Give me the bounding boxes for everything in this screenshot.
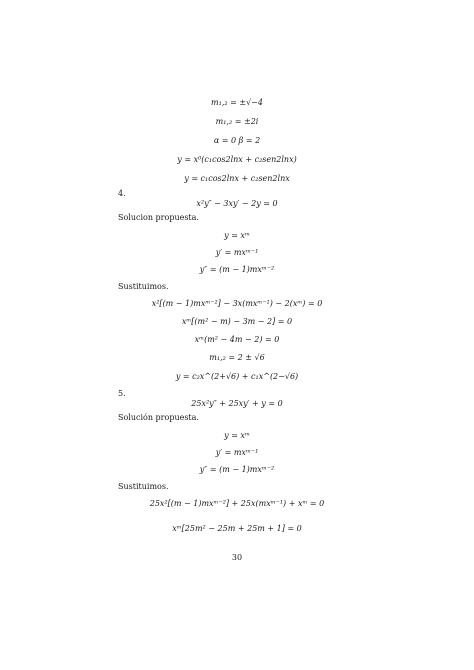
equation-y-prime: y′ = mxᵐ⁻¹	[215, 448, 259, 457]
equation-characteristic: xᵐ(m² − 4m − 2) = 0	[194, 335, 280, 344]
equation-factored: xᵐ[25m² − 25m + 25m + 1] = 0	[172, 524, 302, 533]
exercise-number-5: 5.	[118, 389, 126, 398]
equation-exercise-4: x²y″ − 3xy′ − 2y = 0	[196, 199, 278, 208]
equation-y-prime: y′ = mxᵐ⁻¹	[215, 248, 259, 257]
proposed-solution-label: Solución propuesta.	[118, 413, 199, 422]
equation-roots-sqrt: m₁,₂ = ±√−4	[211, 98, 263, 107]
equation-simplified-solution: y = c₁cos2lnx + c₂sen2lnx	[184, 174, 290, 183]
equation-exercise-5: 25x²y″ + 25xy′ + y = 0	[191, 399, 283, 408]
equation-substitution: x²[(m − 1)mxᵐ⁻²] − 3x(mxᵐ⁻¹) − 2(xᵐ) = 0	[151, 299, 323, 308]
substitute-label: Sustituimos.	[118, 282, 169, 291]
equation-y: y = xᵐ	[224, 431, 250, 440]
equation-solution-4: y = c₂x^(2+√6) + c₁x^(2−√6)	[175, 372, 299, 381]
equation-general-solution: y = x⁰(c₁cos2lnx + c₂sen2lnx)	[177, 155, 297, 164]
equation-roots: m₁,₂ = 2 ± √6	[209, 353, 265, 362]
page-number: 30	[231, 553, 243, 562]
exercise-number-4: 4.	[118, 189, 126, 198]
equation-y-double-prime: y″ = (m − 1)mxᵐ⁻²	[199, 465, 275, 474]
equation-y-double-prime: y″ = (m − 1)mxᵐ⁻²	[199, 265, 275, 274]
equation-substitution: 25x²[(m − 1)mxᵐ⁻²] + 25x(mxᵐ⁻¹) + xᵐ = 0	[149, 499, 325, 508]
equation-factored: xᵐ[(m² − m) − 3m − 2] = 0	[181, 317, 293, 326]
proposed-solution-label: Solucion propuesta.	[118, 213, 199, 222]
equation-y: y = xᵐ	[224, 231, 250, 240]
equation-roots-complex: m₁,₂ = ±2i	[215, 117, 259, 126]
equation-alpha-beta: α = 0 β = 2	[213, 136, 261, 145]
substitute-label: Sustituimos.	[118, 482, 169, 491]
